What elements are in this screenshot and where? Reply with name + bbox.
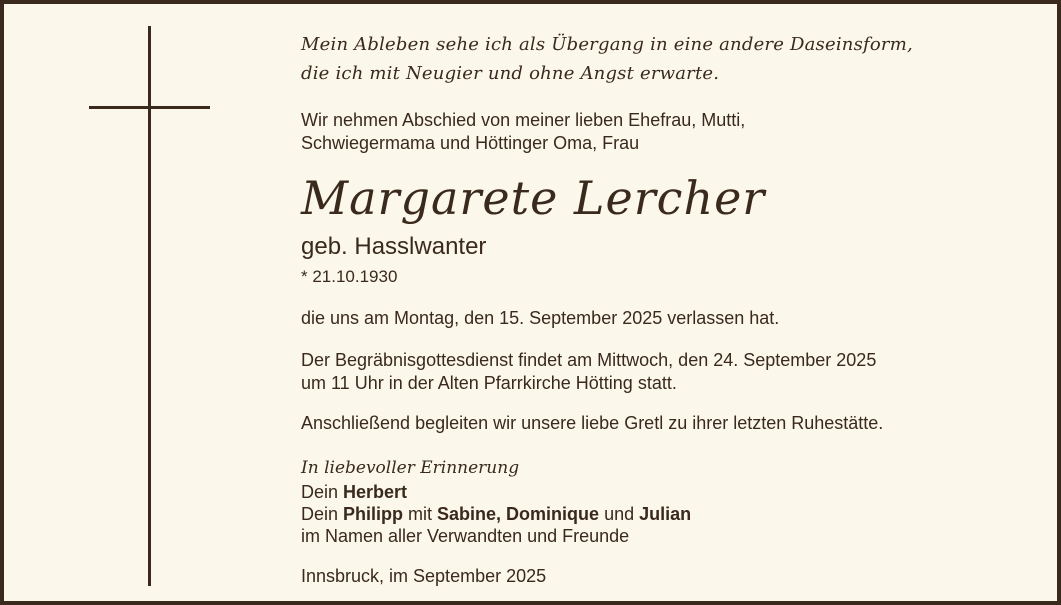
signature-line-1: [301, 481, 691, 503]
signature-prefix: Dein: [301, 504, 344, 524]
signatures: [301, 481, 691, 547]
deceased-name: Margarete Lercher: [301, 171, 766, 225]
signature-name: Herbert: [343, 482, 408, 502]
burial-info: Anschließend begleiten wir unsere liebe Gretl zu ihrer letzten Ruhestätte.: [301, 413, 884, 433]
intro-line: Wir nehmen Abschied von meiner lieben Ehefrau, Mutti,: [301, 110, 746, 130]
motto-line: Mein Ableben sehe ich als Übergang in eine andere Daseinsform,: [301, 34, 913, 55]
signature-line-2: [301, 503, 691, 525]
funeral-line: Der Begräbnisgottesdienst findet am Mittwoch, den 24. September 2025: [301, 350, 877, 370]
signature-connector: und: [599, 504, 640, 524]
signature-name: Julian: [639, 504, 692, 524]
place-date: Innsbruck, im September 2025: [301, 566, 547, 586]
birth-date: * 21.10.1930: [301, 267, 398, 286]
funeral-line: um 11 Uhr in der Alten Pfarrkirche Hötting statt.: [301, 373, 677, 393]
signature-name: Sabine, Dominique: [437, 504, 600, 524]
cross-vertical-bar: [148, 26, 151, 586]
motto-line: die ich mit Neugier und ohne Angst erwarte.: [301, 63, 720, 84]
intro-text: [301, 109, 745, 155]
signature-prefix: Dein: [301, 482, 344, 502]
funeral-info: [301, 349, 876, 395]
closing-phrase: In liebevoller Erinnerung: [301, 458, 520, 478]
signature-connector: mit: [403, 504, 438, 524]
signature-name: Philipp: [343, 504, 404, 524]
maiden-name: geb. Hasslwanter: [301, 233, 487, 260]
signature-line-3: im Namen aller Verwandten und Freunde: [301, 526, 630, 546]
cross-horizontal-bar: [89, 106, 210, 109]
intro-line: Schwiegermama und Höttinger Oma, Frau: [301, 133, 640, 153]
motto-quote: [301, 30, 913, 88]
death-notice: die uns am Montag, den 15. September 2025 verlassen hat.: [301, 308, 780, 328]
